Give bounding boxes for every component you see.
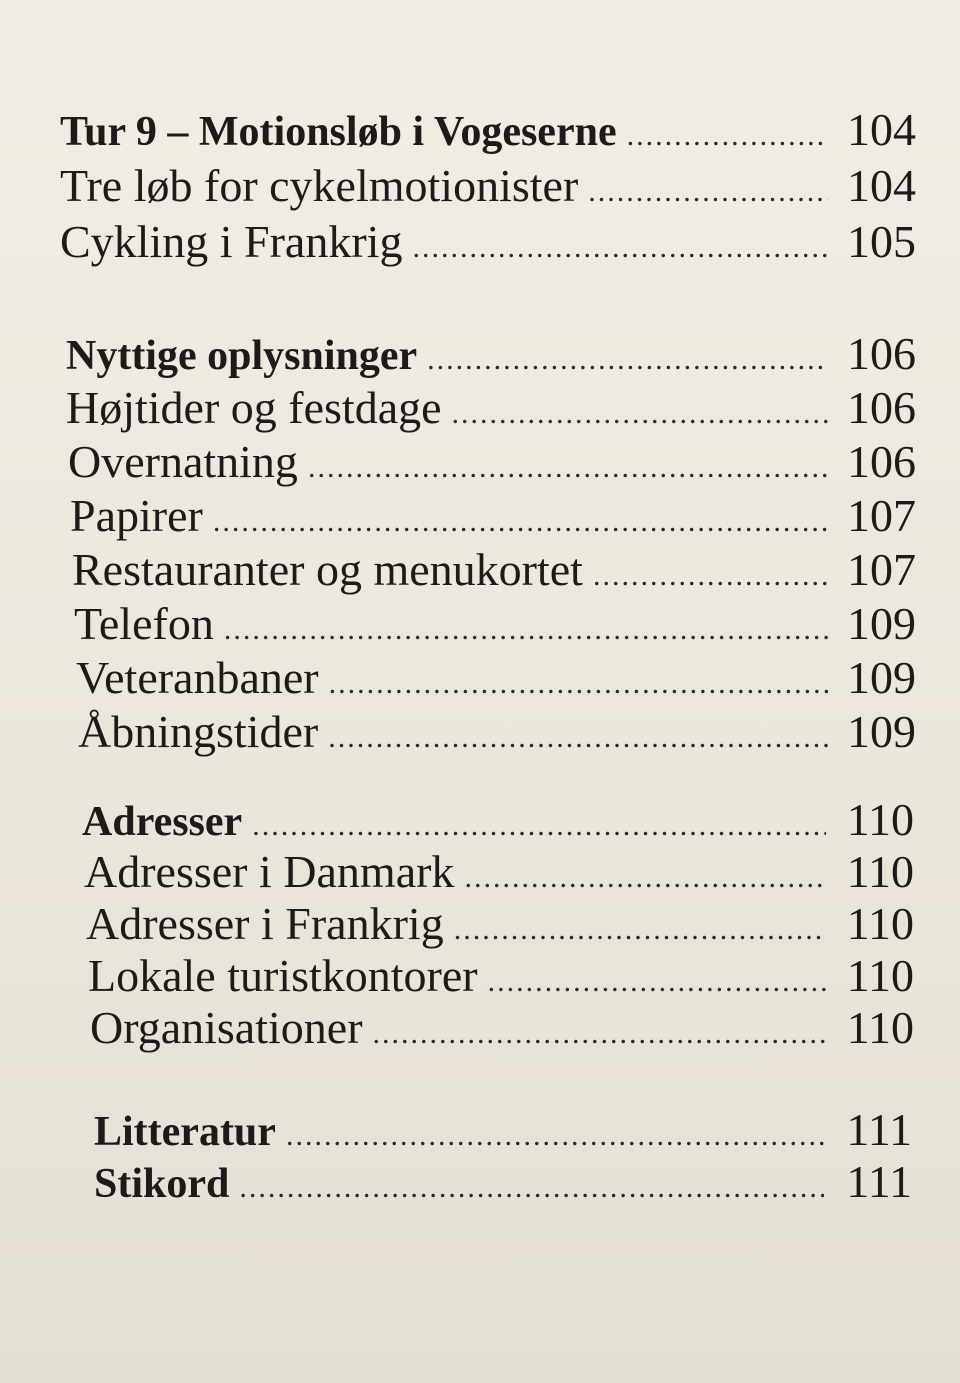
dot-leader [239,1161,824,1215]
toc-page-number: 111 [846,1104,912,1155]
toc-title: Adresser i Frankrig [86,898,444,949]
toc-page-number: 110 [846,794,914,845]
toc-title: Stikord [94,1161,230,1207]
toc-item [76,651,916,711]
toc-page-number: 104 [847,160,916,211]
toc-title: Adresser i Danmark [84,846,455,897]
toc-title: Veteranbaner [76,652,319,703]
toc-title: Papirer [70,490,203,541]
toc-title: Nyttige oplysninger [66,333,418,379]
toc-page-number: 110 [846,898,914,949]
toc-title: Organisationer [90,1002,363,1053]
toc-page-number: 109 [847,652,916,703]
toc-page-number: 110 [846,1002,914,1053]
dot-leader [412,221,828,275]
toc-page-number: 110 [846,846,914,897]
dot-leader [308,441,828,495]
toc-page-number: 106 [847,328,916,379]
toc-item [70,489,916,549]
toc-title: Restauranter og menukortet [72,544,583,595]
dot-leader [373,1007,826,1061]
toc-item [90,1001,914,1061]
toc-page-number: 106 [847,436,916,487]
toc-heading-tur-9 [60,103,916,163]
toc-heading-nyttige-oplysninger [66,327,916,387]
dot-leader [224,603,828,657]
toc-title: Adresser [82,799,243,845]
toc-heading-adresser [82,793,914,853]
toc-page-number: 109 [847,706,916,757]
toc-page-number: 104 [847,104,916,155]
toc-title: Tre løb for cykelmotionister [60,160,579,211]
toc-page-number: 110 [846,950,914,1001]
toc-item [86,897,914,957]
toc-title: Overnatning [68,436,298,487]
toc-title: Højtider og festdage [66,382,442,433]
toc-item [68,435,916,495]
toc-item [72,543,916,603]
toc-page-number: 107 [847,490,916,541]
dot-leader [452,387,828,441]
toc-heading-stikord [94,1155,912,1215]
toc-item [78,705,916,765]
dot-leader [329,657,828,711]
dot-leader [213,495,828,549]
dot-leader [627,109,828,163]
toc-page-number: 111 [846,1156,912,1207]
toc-title: Telefon [74,598,214,649]
toc-page-number: 109 [847,598,916,649]
dot-leader [593,549,828,603]
toc-title: Åbningstider [78,706,319,757]
toc-title: Tur 9 – Motionsløb i Vogeserne [60,109,617,155]
toc-item [84,845,914,905]
toc-item [60,215,916,275]
dot-leader [328,711,828,765]
toc-item [60,159,916,219]
toc-title: Lokale turistkontorer [88,950,478,1001]
dot-leader [588,165,828,219]
toc-page-number: 105 [847,216,916,267]
toc-heading-litteratur [94,1103,912,1163]
toc-item [88,949,914,1009]
toc-title: Cykling i Frankrig [60,216,403,267]
toc-item [66,381,916,441]
dot-leader [427,333,828,387]
toc-page-number: 107 [847,544,916,595]
toc-title: Litteratur [94,1109,276,1155]
toc-page-number: 106 [847,382,916,433]
toc-item [74,597,916,657]
